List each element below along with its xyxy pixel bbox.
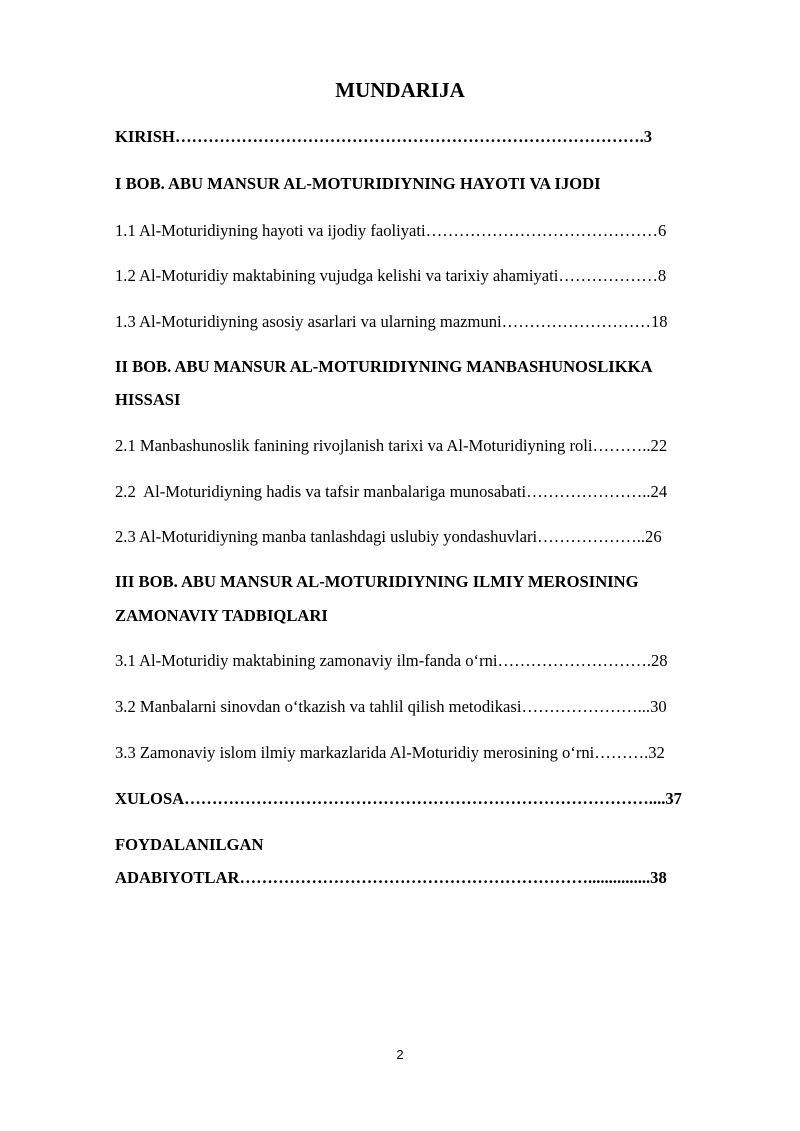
toc-entry-1-3: 1.3 Al-Moturidiyning asosiy asarlari va ularning mazmuni………………………18	[115, 312, 668, 331]
toc-entry-1-2: 1.2 Al-Moturidiy maktabining vujudga kelishi va tarixiy ahamiyati………………8	[115, 266, 667, 285]
toc-entry-2-1: 2.1 Manbashunoslik fanining rivojlanish tarixi va Al-Moturidiyning roli………..22	[115, 436, 668, 455]
toc-entry-3-3: 3.3 Zamonaviy islom ilmiy markazlarida Al-Moturidiy merosining o‘rni……….32	[115, 743, 665, 762]
toc-chapter-3-heading-line-1: III BOB. ABU MANSUR AL-MOTURIDIYNING ILMIY MEROSINING	[115, 572, 639, 591]
toc-chapter-1-heading: I BOB. ABU MANSUR AL-MOTURIDIYNING HAYOTI VA IJODI	[115, 174, 601, 193]
toc-entry-references-line-2: ADABIYOTLAR………………………………………………………...............38	[115, 868, 667, 887]
page-number: 2	[396, 1047, 404, 1062]
toc-entry-xulosa: XULOSA…………………………………………………………………………....37	[115, 789, 682, 808]
toc-entry-2-2: 2.2 Al-Moturidiyning hadis va tafsir manbalariga munosabati…………………..24	[115, 482, 668, 501]
toc-entry-2-3: 2.3 Al-Moturidiyning manba tanlashdagi uslubiy yondashuvlari………………..26	[115, 527, 662, 546]
toc-chapter-3-heading-line-2: ZAMONAVIY TADBIQLARI	[115, 606, 328, 625]
toc-entry-kirish: KIRISH………………………………………………………………………….3	[115, 127, 653, 146]
toc-entry-1-1: 1.1 Al-Moturidiyning hayoti va ijodiy faoliyati……………………………………6	[115, 221, 667, 240]
toc-entry-references-line-1: FOYDALANILGAN	[115, 835, 264, 854]
toc-entry-3-1: 3.1 Al-Moturidiy maktabining zamonaviy ilm-fanda o‘rni……………………….28	[115, 651, 668, 670]
toc-chapter-2-heading-line-1: II BOB. ABU MANSUR AL-MOTURIDIYNING MANBASHUNOSLIKKA	[115, 357, 653, 376]
toc-entry-3-2: 3.2 Manbalarni sinovdan o‘tkazish va tahlil qilish metodikasi…………………...30	[115, 697, 667, 716]
toc-chapter-2-heading-line-2: HISSASI	[115, 390, 181, 409]
document-title: MUNDARIJA	[335, 78, 465, 102]
